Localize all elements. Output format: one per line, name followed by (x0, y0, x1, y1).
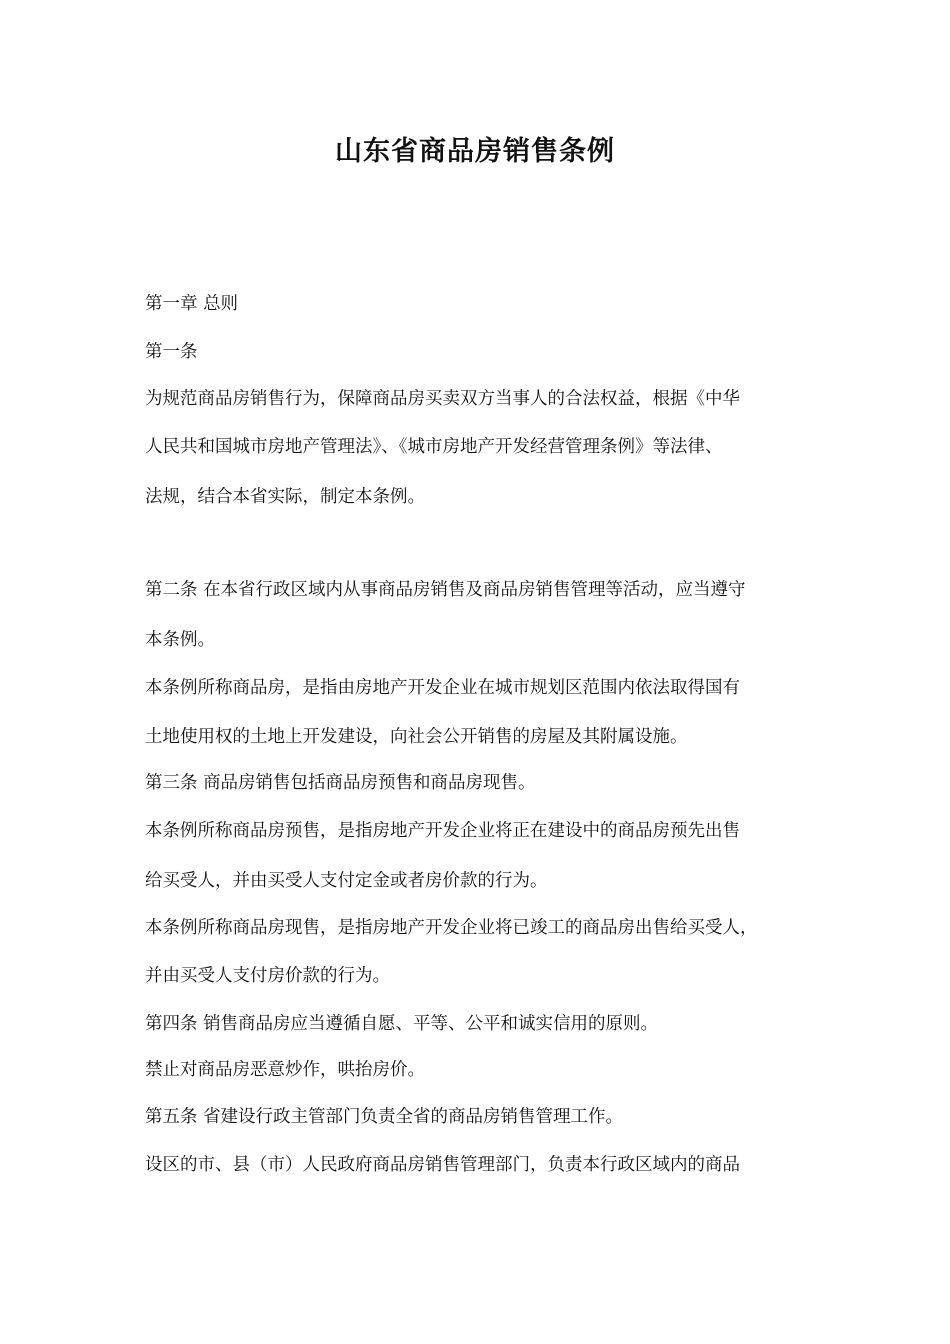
chapter-heading: 第一章 总则 (145, 294, 239, 314)
document-title: 山东省商品房销售条例 (335, 136, 615, 167)
body-line: 第五条 省建设行政主管部门负责全省的商品房销售管理工作。 (145, 1107, 624, 1127)
body-line: 并由买受人支付房价款的行为。 (145, 966, 390, 986)
body-line: 第二条 在本省行政区域内从事商品房销售及商品房销售管理等活动，应当遵守 (145, 580, 746, 600)
body-line: 土地使用权的土地上开发建设，向社会公开销售的房屋及其附属设施。 (145, 727, 688, 747)
article-heading: 第一条 (145, 342, 198, 362)
body-line: 法规，结合本省实际，制定本条例。 (145, 487, 425, 507)
body-line: 本条例。 (145, 630, 215, 650)
body-line: 人民共和国城市房地产管理法》、《城市房地产开发经营管理条例》等法律、 (145, 437, 723, 457)
body-line: 第四条 销售商品房应当遵循自愿、平等、公平和诚实信用的原则。 (145, 1014, 659, 1034)
body-line: 本条例所称商品房，是指由房地产开发企业在城市规划区范围内依法取得国有 (145, 678, 740, 698)
body-line: 设区的市、县（市）人民政府商品房销售管理部门，负责本行政区域内的商品 (145, 1155, 740, 1175)
body-line: 第三条 商品房销售包括商品房预售和商品房现售。 (145, 773, 536, 793)
body-line: 本条例所称商品房预售，是指房地产开发企业将正在建设中的商品房预先出售 (145, 821, 740, 841)
body-line: 为规范商品房销售行为，保障商品房买卖双方当事人的合法权益，根据《中华 (145, 389, 740, 409)
body-line: 本条例所称商品房现售，是指房地产开发企业将已竣工的商品房出售给买受人， (145, 918, 758, 938)
body-line: 禁止对商品房恶意炒作，哄抬房价。 (145, 1060, 425, 1080)
body-line: 给买受人，并由买受人支付定金或者房价款的行为。 (145, 871, 548, 891)
